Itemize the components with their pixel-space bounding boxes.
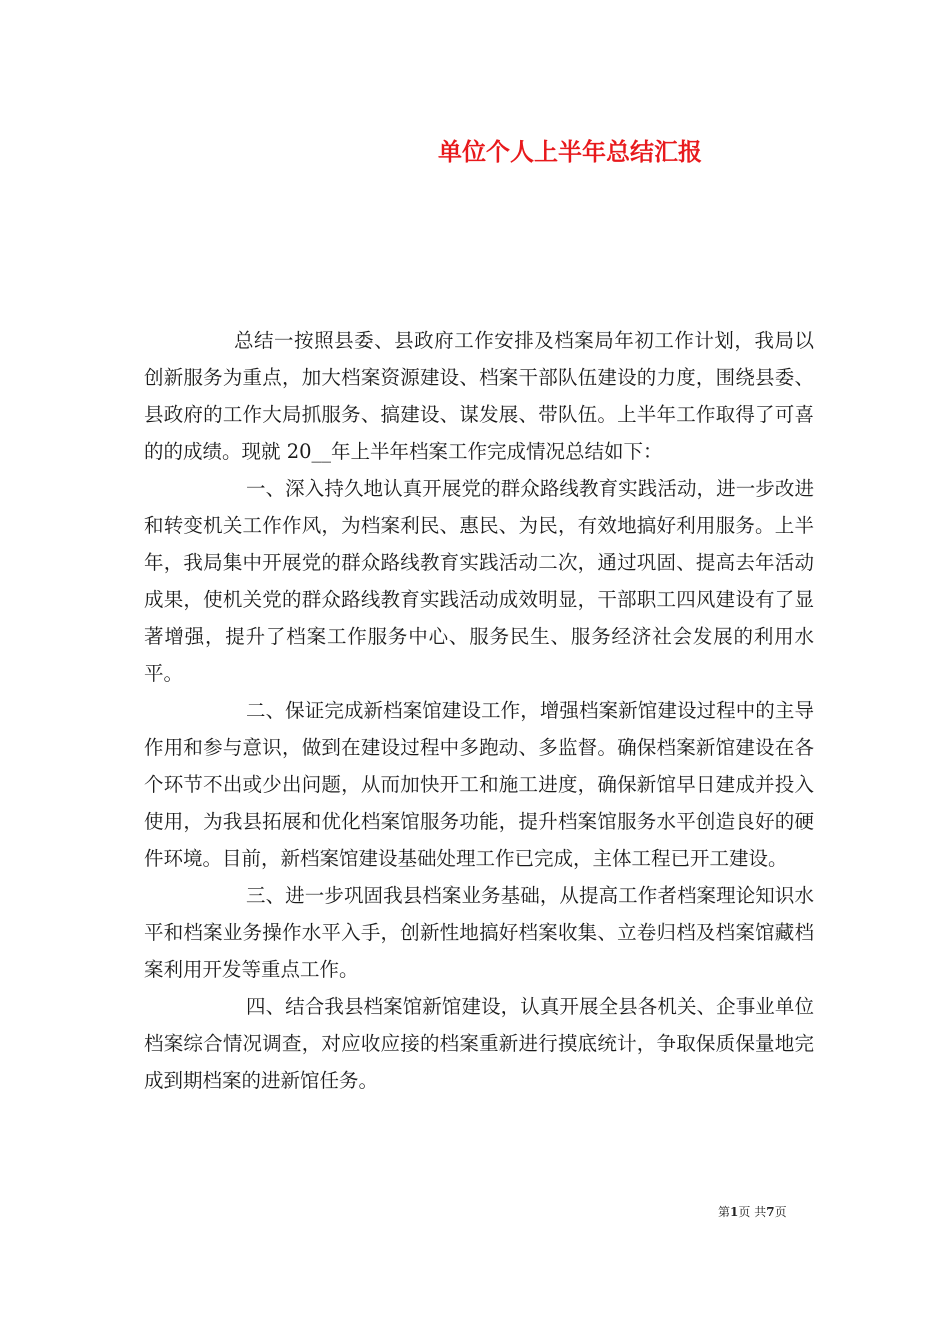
document-title: 单位个人上半年总结汇报 bbox=[438, 137, 702, 166]
document-body bbox=[144, 322, 814, 1099]
footer-current-page: 1 bbox=[730, 1205, 739, 1219]
paragraph-section-1: 一、深入持久地认真开展党的群众路线教育实践活动，进一步改进和转变机关工作作风，为档案利民、惠民、为民，有效地搞好利用服务。上半年，我局集中开展党的群众路线教育实践活动二次，通过巩固、提高去年活动成果，使机关党的群众路线教育实践活动成效明显，干部职工四风建设有了显著增强，提升了档案工作服务中心、服务民生、服务经济社会发展的利用水平。 bbox=[144, 477, 814, 685]
footer-prefix: 第 bbox=[718, 1205, 731, 1219]
footer-middle: 页 共 bbox=[738, 1205, 767, 1219]
paragraph-section-4: 四、结合我县档案馆新馆建设，认真开展全县各机关、企事业单位档案综合情况调查，对应收应接的档案重新进行摸底统计，争取保质保量地完成到期档案的进新馆任务。 bbox=[144, 995, 814, 1092]
page-number-indicator bbox=[718, 1203, 787, 1220]
paragraph-section-3: 三、进一步巩固我县档案业务基础，从提高工作者档案理论知识水平和档案业务操作水平入手，创新性地搞好档案收集、立卷归档及档案馆藏档案利用开发等重点工作。 bbox=[144, 884, 814, 981]
footer-suffix: 页 bbox=[774, 1205, 787, 1219]
paragraph-section-2: 二、保证完成新档案馆建设工作，增强档案新馆建设过程中的主导作用和参与意识，做到在建设过程中多跑动、多监督。确保档案新馆建设在各个环节不出或少出问题，从而加快开工和施工进度，确保新馆早日建成并投入使用，为我县拓展和优化档案馆服务功能，提升档案馆服务水平创造良好的硬件环境。目前，新档案馆建设基础处理工作已完成，主体工程已开工建设。 bbox=[144, 699, 814, 870]
footer-total-pages: 7 bbox=[766, 1205, 775, 1219]
paragraph-intro: 总结一按照县委、县政府工作安排及档案局年初工作计划，我局以创新服务为重点，加大档案资源建设、档案干部队伍建设的力度，围绕县委、县政府的工作大局抓服务、搞建设、谋发展、带队伍。上半年工作取得了可喜的的成绩。现就 20__年上半年档案工作完成情况总结如下： bbox=[144, 329, 814, 463]
